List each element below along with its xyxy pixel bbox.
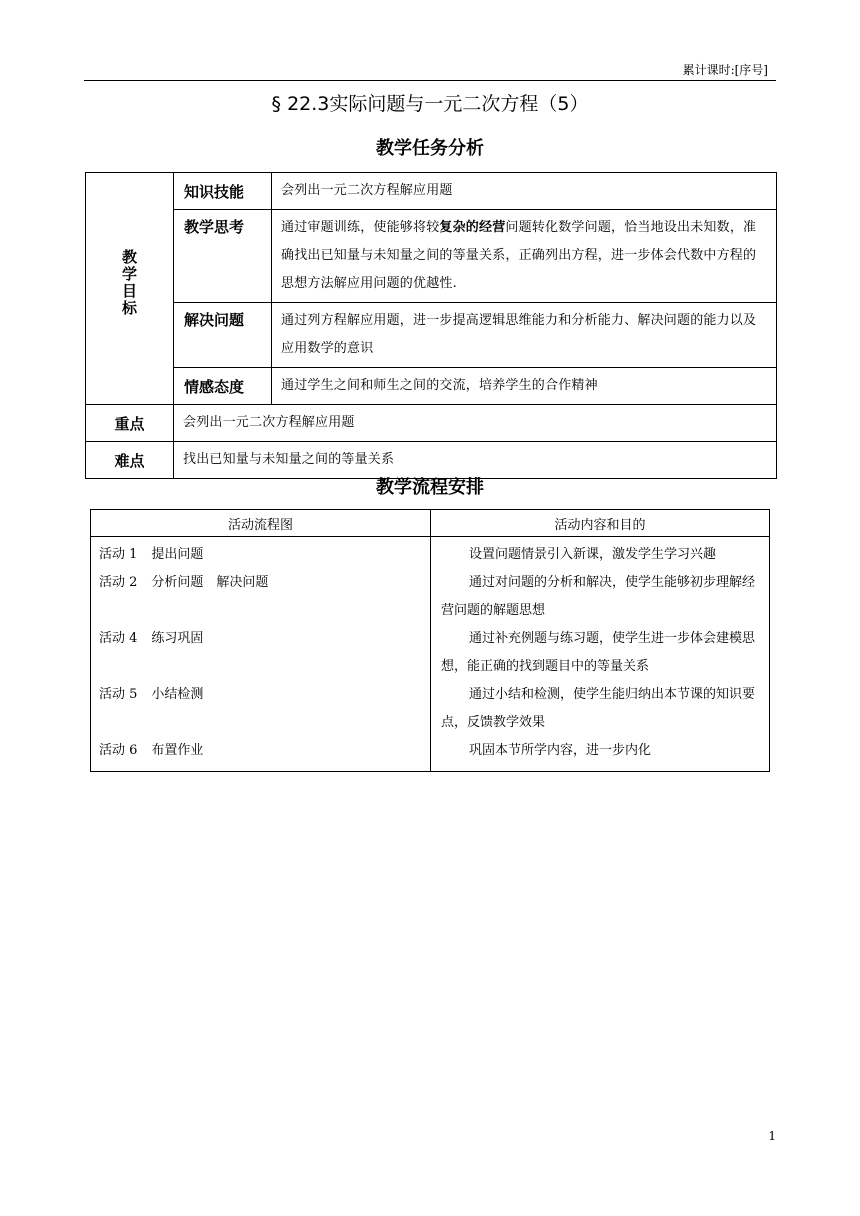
activity-purpose: 通过补充例题与练习题，使学生进一步体会建模思想，能正确的找到题目中的等量关系 xyxy=(441,631,756,674)
row-label: 教学思考 xyxy=(174,210,272,303)
header-lesson-count: 累计课时:[序号] xyxy=(682,63,768,77)
row-label: 解决问题 xyxy=(174,303,272,368)
activity-name: 分析问题 解决问题 xyxy=(151,575,269,590)
task-analysis-table xyxy=(85,172,777,479)
analysis-heading: 教学任务分析 xyxy=(376,138,484,159)
row-content-bold: 复杂的经营 xyxy=(439,220,506,235)
col-header-flow: 活动流程图 xyxy=(91,510,431,537)
activity-list xyxy=(91,537,431,772)
activity-item xyxy=(99,681,422,709)
activity-item xyxy=(99,569,422,597)
flow-heading: 教学流程安排 xyxy=(376,477,484,498)
key-point-content: 会列出一元二次方程解应用题 xyxy=(174,405,777,442)
teaching-flow-table xyxy=(90,509,770,772)
activity-purpose: 通过对问题的分析和解决，使学生能够初步理解经营问题的解题思想 xyxy=(441,575,756,618)
row-content-part: 问题转化数学问题，恰当地设出未知数，准确找出已知量与未知量之间的等量关系，正确列出方程，进一步体会代数中方程的思想方法解应用问题的优越性. xyxy=(281,220,757,291)
row-content: 通过学生之间和师生之间的交流，培养学生的合作精神 xyxy=(272,368,777,405)
activity-item xyxy=(99,737,422,765)
activity-item xyxy=(99,625,422,653)
row-content: 会列出一元二次方程解应用题 xyxy=(272,173,777,210)
activity-name: 提出问题 xyxy=(151,547,204,562)
row-label: 情感态度 xyxy=(174,368,272,405)
page-number: 1 xyxy=(768,1129,776,1143)
activity-number: 活动 1 xyxy=(99,547,138,562)
page-title: § 22.3实际问题与一元二次方程（5） xyxy=(271,93,589,115)
difficulty-label: 难点 xyxy=(86,442,174,479)
row-content-part: 通过审题训练，使能够将较 xyxy=(281,220,440,235)
row-content: 通过列方程解应用题，进一步提高逻辑思维能力和分析能力、解决问题的能力以及应用数学的意识 xyxy=(272,303,777,368)
activity-number: 活动 4 xyxy=(99,631,138,646)
row-label: 知识技能 xyxy=(174,173,272,210)
activity-number: 活动 6 xyxy=(99,743,138,758)
activity-purpose: 巩固本节所学内容，进一步内化 xyxy=(469,743,652,758)
teaching-goal-label: 教学目标 xyxy=(121,247,137,317)
activity-number: 活动 2 xyxy=(99,575,138,590)
activity-number: 活动 5 xyxy=(99,687,138,702)
activity-item xyxy=(99,541,422,569)
teaching-goal-cell xyxy=(86,173,174,405)
activity-name: 小结检测 xyxy=(151,687,204,702)
purpose-list xyxy=(431,537,770,772)
activity-name: 练习巩固 xyxy=(151,631,204,646)
header-rule xyxy=(84,80,776,81)
row-content xyxy=(272,210,777,303)
col-header-purpose: 活动内容和目的 xyxy=(431,510,770,537)
difficulty-content: 找出已知量与未知量之间的等量关系 xyxy=(174,442,777,479)
activity-purpose: 通过小结和检测，使学生能归纳出本节课的知识要点，反馈教学效果 xyxy=(441,687,756,730)
key-point-label: 重点 xyxy=(86,405,174,442)
activity-name: 布置作业 xyxy=(151,743,204,758)
activity-purpose: 设置问题情景引入新课，激发学生学习兴趣 xyxy=(469,547,717,562)
